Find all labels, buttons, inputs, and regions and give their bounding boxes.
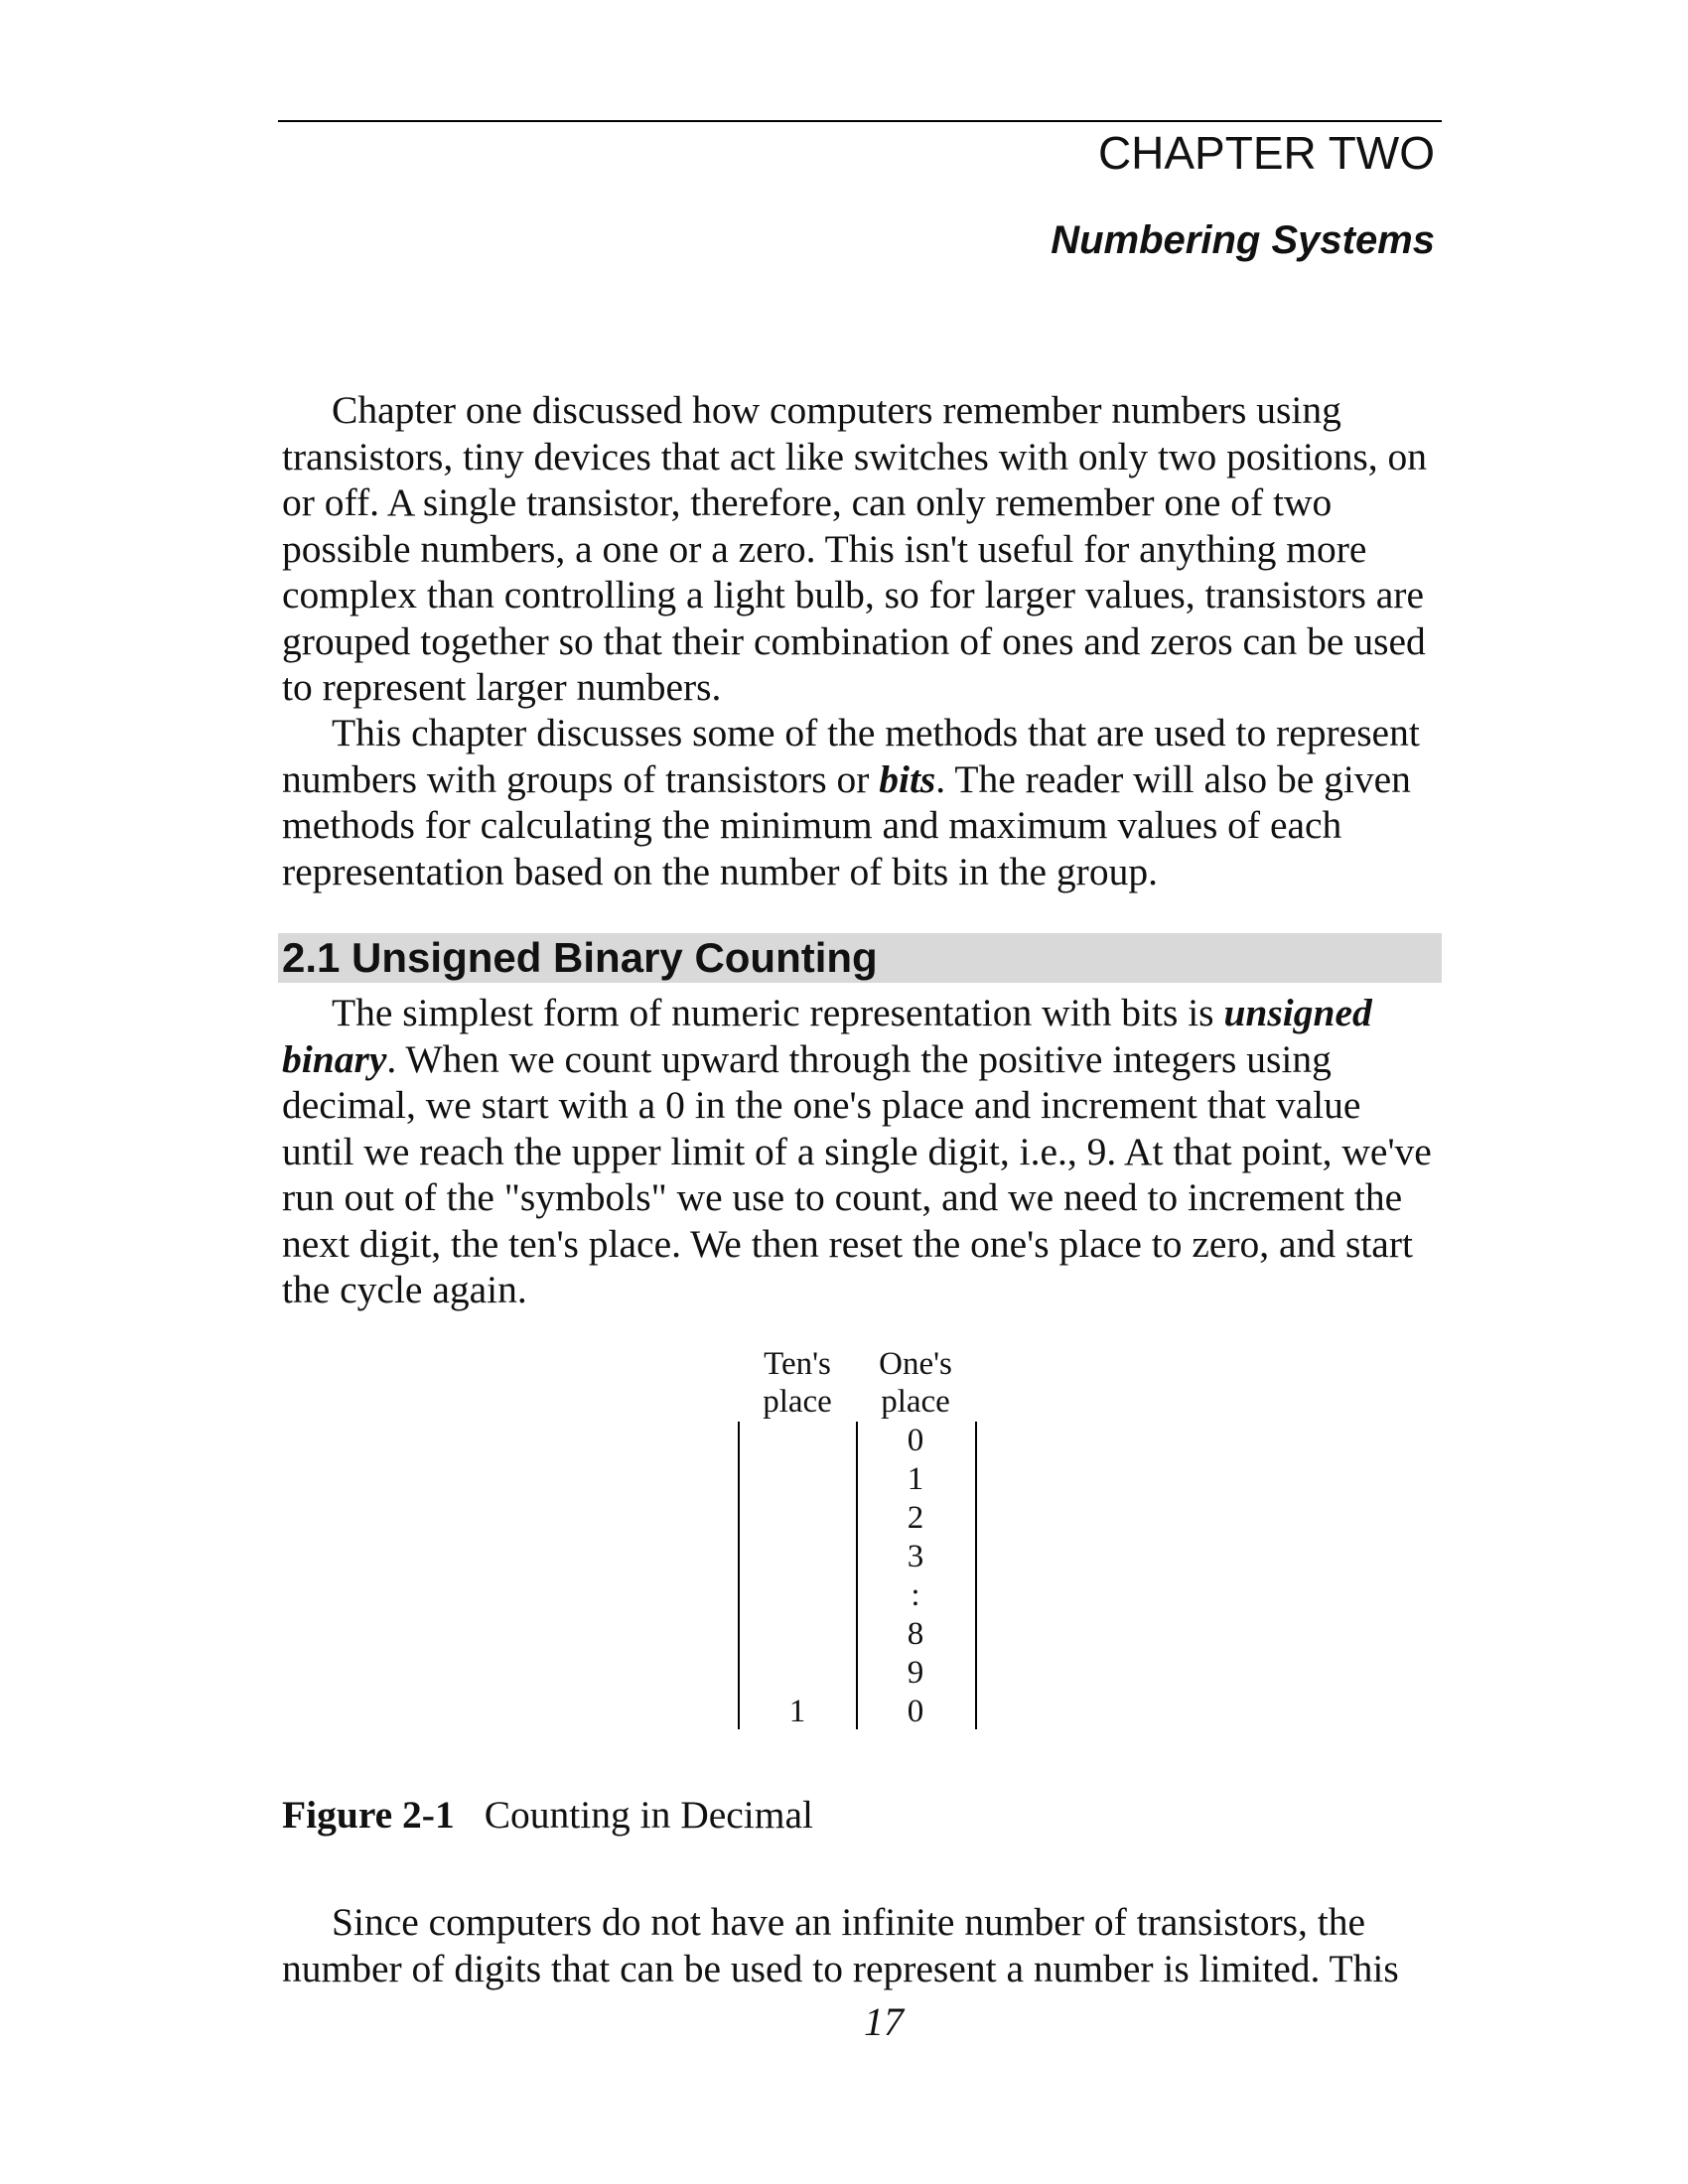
ones-column xyxy=(856,1422,975,1731)
section-paragraph-1 xyxy=(282,990,1440,1313)
closing-paragraph: Since computers do not have an infinite number of transistors, the number of digits that can be used to represent a number is limited. This xyxy=(282,1900,1399,1990)
intro-paragraph-2 xyxy=(282,710,1440,894)
chapter-subtitle: Numbering Systems xyxy=(1051,218,1435,262)
ones-digit: 0 xyxy=(907,1423,924,1458)
chapter-title: CHAPTER TWO xyxy=(1097,127,1435,179)
ones-header-line-2: place xyxy=(881,1384,950,1420)
ones-digit: 3 xyxy=(907,1539,924,1574)
intro-paragraph-1: Chapter one discussed how computers remember numbers using transistors, tiny devices that act like switches with only two positions, on or off. A single transistor, therefore, can only remember one of two possible numbers, a one or a zero. This isn't useful for anything more complex than controlling a light bulb, so for larger values, transistors are grouped together so that their combination of ones and zeros can be used to represent larger numbers. xyxy=(282,388,1428,709)
ones-digit: 1 xyxy=(907,1461,924,1497)
tens-digit xyxy=(738,1576,857,1615)
figure-right-border xyxy=(975,1422,977,1729)
tens-digit xyxy=(738,1654,857,1693)
tens-column-header xyxy=(738,1345,857,1421)
tens-digit xyxy=(738,1422,857,1460)
ones-header-line-1: One's xyxy=(879,1346,952,1382)
term-bits: bits xyxy=(879,756,936,801)
figure-label: Figure 2-1 xyxy=(282,1793,455,1837)
ones-digit: 9 xyxy=(907,1655,924,1691)
intro-p2-text-after: . The reader will also be given methods for calculating the minimum and maximum values of each representation based on the number of bits in the group. xyxy=(282,756,1411,893)
intro-p2-text-before: This chapter discusses some of the methods that are used to represent numbers with groups of transistors or xyxy=(282,711,1420,801)
tens-header-line-1: Ten's xyxy=(764,1346,831,1382)
ones-column-header xyxy=(856,1345,975,1421)
section-p1-text-before: The simplest form of numeric representation with bits is xyxy=(332,991,1224,1034)
ones-digit: 0 xyxy=(907,1694,924,1729)
figure-caption xyxy=(282,1792,813,1838)
tens-digit: 1 xyxy=(788,1694,806,1729)
page-number: 17 xyxy=(864,1999,904,2044)
tens-digit xyxy=(738,1538,857,1576)
ones-digit: 8 xyxy=(907,1616,924,1652)
tens-column xyxy=(738,1422,857,1731)
ones-digit: : xyxy=(911,1577,920,1613)
tens-digit xyxy=(738,1460,857,1499)
term-unsigned-binary: unsigned binary xyxy=(282,991,1372,1081)
tens-digit xyxy=(738,1615,857,1654)
section-p1-text-after: . When we count upward through the positive integers using decimal, we start with a 0 in the one's place and increment that value until we reach the upper limit of a single digit, i.e., 9. At that point, we've run out of the "symbols" we use to count, and we need to increment the next digit, the ten's place. We then reset the one's place to zero, and start the cycle again. xyxy=(282,1036,1432,1311)
tens-header-line-2: place xyxy=(763,1384,832,1420)
figure-caption-text: Counting in Decimal xyxy=(484,1793,814,1837)
ones-digit: 2 xyxy=(907,1500,924,1536)
tens-digit xyxy=(738,1499,857,1538)
section-heading: 2.1 Unsigned Binary Counting xyxy=(282,934,878,981)
header-rule xyxy=(278,120,1442,122)
